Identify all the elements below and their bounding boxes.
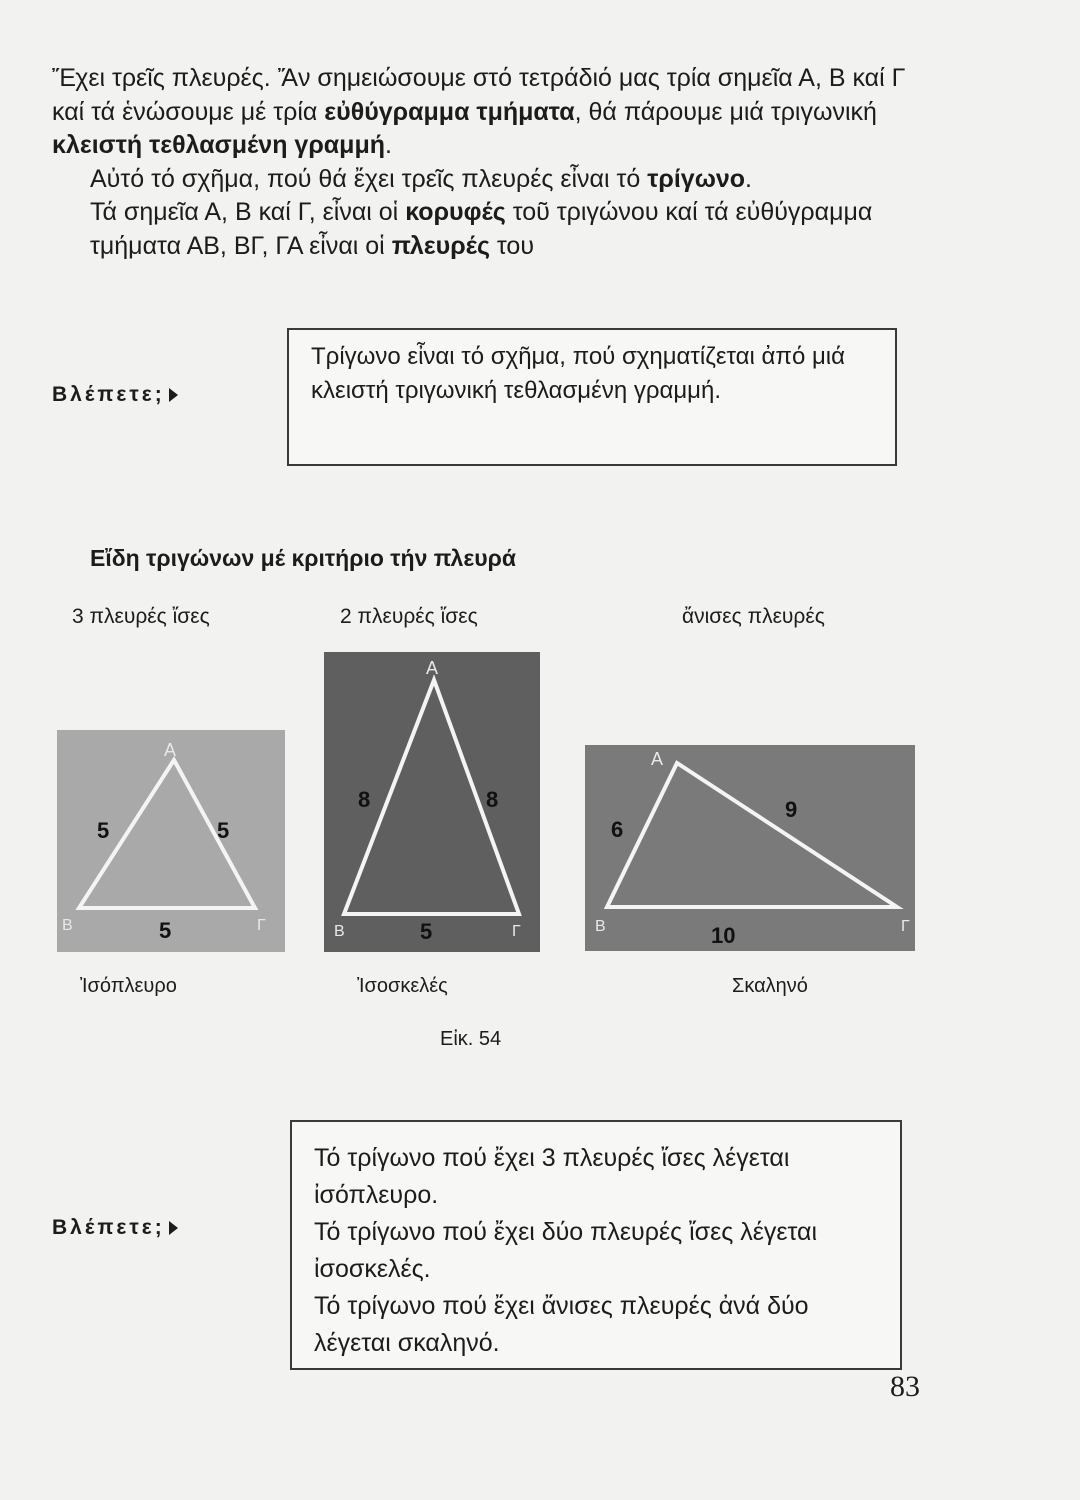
vertex-c-label: Γ: [512, 923, 521, 940]
figure-scalene: [585, 745, 915, 951]
figure-isosceles: [324, 652, 540, 952]
term-closed-broken-line: κλειστή τεθλασμένη γραμμή: [52, 131, 386, 159]
section-heading: Εἴδη τριγώνων μέ κριτήριο τήν πλευρά: [90, 545, 516, 571]
definition-isosceles: Τό τρίγωνο πού ἔχει δύο πλευρές ἴσες λέγεται ἰσοσκελές.: [314, 1218, 818, 1283]
intro-text-4: Τά σημεῖα Α, Β καί Γ, εἶναι οἱ: [90, 198, 406, 226]
vlepete-label-2: Βλέπετε;: [52, 1216, 178, 1240]
label-two-equal-sides: 2 πλευρές ἴσες: [340, 605, 478, 628]
arrow-right-icon: [169, 1221, 178, 1235]
side-ac-length: 8: [486, 787, 499, 812]
page-number: 83: [890, 1370, 920, 1403]
vertex-a-label: Α: [426, 658, 439, 678]
definition-triangle-text: Τρίγωνο εἶναι τό σχῆμα, πού σχηματίζεται ἀπό μιά κλειστή τριγωνική τεθλασμένη γραμμή.: [311, 343, 846, 404]
vlepete-label-1: Βλέπετε;: [52, 383, 178, 407]
intro-text-5: τοῦ τριγώνου καί τά εὐθύγραμμα τμήματα ΑΒ, ΒΓ, ΓΑ εἶναι οἱ: [90, 198, 873, 260]
definition-box-triangle: [287, 328, 897, 466]
intro-text-2: , θά πάρουμε μιά τριγωνική: [574, 97, 877, 126]
term-straight-segments: εὐθύγραμμα τμήματα: [324, 97, 575, 126]
vertex-b-label: Β: [595, 918, 606, 935]
vertex-a-label: Α: [164, 740, 177, 760]
vertex-c-label: Γ: [901, 918, 910, 935]
vertex-c-label: Γ: [257, 917, 266, 934]
label-unequal-sides: ἄνισες πλευρές: [682, 605, 825, 628]
figure-caption: Εἰκ. 54: [440, 1028, 502, 1050]
vertex-b-label: Β: [62, 917, 73, 934]
intro-text-1: Ἔχει τρεῖς πλευρές. Ἄν σημειώσουμε στό τετράδιό μας τρία σημεῖα Α, Β καί Γ καί τά ἑνώσουμε μέ τρία: [52, 64, 906, 126]
definition-scalene: Τό τρίγωνο πού ἔχει ἄνισες πλευρές ἀνά δύο λέγεται σκαληνό.: [314, 1292, 809, 1357]
intro-paragraph: Ἔχει τρεῖς πλευρές. Ἄν σημειώσουμε στό τετράδιό μας τρία σημεῖα Α, Β καί Γ καί τά ἑνώσουμε μέ τρία εὐθύγραμμα τμήματα, θά πάρουμε μιά τριγωνική κλειστή τεθλασμένη γραμμή. Αὐτό τό σχῆμα, πού θά ἔχει τρεῖς πλευρές εἶναι τό τρίγωνο. Τά σημεῖα Α, Β καί Γ, εἶναι οἱ κορυφές τοῦ τριγώνου καί τά εὐθύγραμμα τμήματα ΑΒ, ΒΓ, ΓΑ εἶναι οἱ πλευρές του: [52, 64, 906, 260]
vertex-b-label: Β: [334, 923, 345, 940]
intro-text-3: Αὐτό τό σχῆμα, πού θά ἔχει τρεῖς πλευρές εἶναι τό: [90, 164, 648, 193]
definition-equilateral: Τό τρίγωνο πού ἔχει 3 πλευρές ἴσες λέγεται ἰσόπλευρο.: [314, 1144, 790, 1209]
side-ab-length: 6: [611, 817, 624, 842]
name-equilateral: Ἰσόπλευρο: [80, 975, 177, 997]
vertex-a-label: Α: [651, 749, 664, 769]
name-scalene: Σκαληνό: [732, 975, 808, 997]
figure-equilateral: [57, 730, 285, 952]
side-ab-length: 8: [358, 787, 371, 812]
name-isosceles: Ἰσοσκελές: [357, 975, 448, 997]
term-sides: πλευρές: [391, 231, 490, 260]
term-triangle: τρίγωνο: [647, 164, 746, 193]
side-ab-length: 5: [97, 818, 110, 843]
definition-box-types: [290, 1120, 902, 1370]
label-three-equal-sides: 3 πλευρές ἴσες: [72, 605, 210, 628]
arrow-right-icon: [169, 388, 178, 402]
side-bc-length: 5: [159, 918, 172, 943]
side-bc-length: 5: [420, 919, 433, 944]
side-bc-length: 10: [711, 923, 736, 948]
side-ac-length: 5: [217, 818, 230, 843]
term-vertices: κορυφές: [405, 198, 506, 226]
side-ac-length: 9: [785, 797, 798, 822]
